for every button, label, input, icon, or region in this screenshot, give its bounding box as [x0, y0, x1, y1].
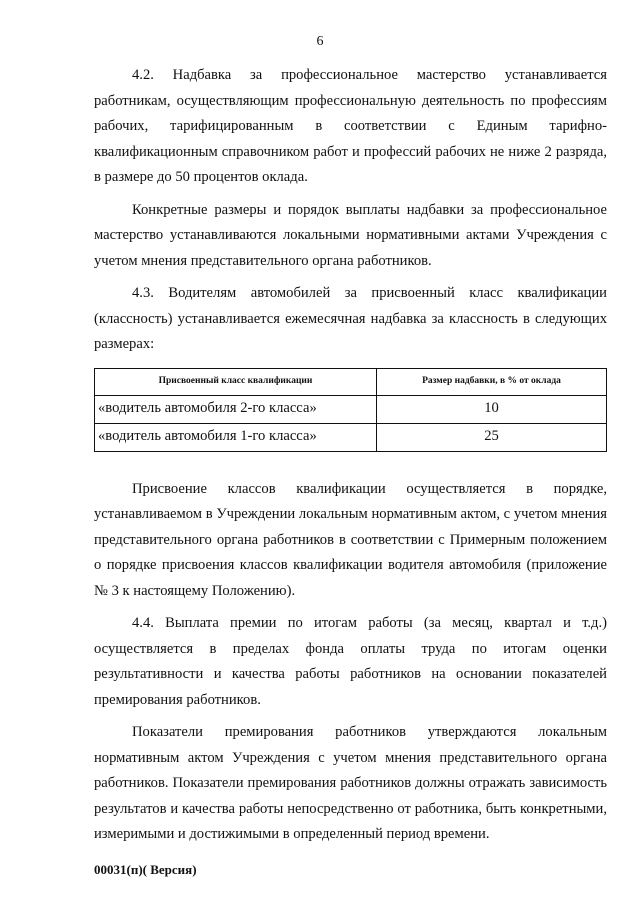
paragraph-4-2: 4.2. Надбавка за профессиональное мастерство устанавливается работникам, осуществляющим профессиональную деятельность по профессиям рабочих, тарифицированным в соответствии с Единым тарифно-квалификационным справочником работ и профессий рабочих не ниже 2 разряда, в размере до 50 процентов оклада.: [94, 67, 607, 185]
page-number: 6: [316, 34, 324, 49]
paragraph-mastery-details: Конкретные размеры и порядок выплаты надбавки за профессиональное мастерство устанавливаются локальными нормативными актами Учреждения с учетом мнения представительного органа работников.: [94, 201, 607, 269]
table-cell-bonus: 25: [377, 423, 607, 451]
table-header-grade: Присвоенный класс квалификации: [95, 368, 377, 395]
table-cell-grade: «водитель автомобиля 2-го класса»: [95, 395, 377, 423]
table-row: [95, 395, 607, 423]
paragraph-grade-assignment: Присвоение классов квалификации осуществляется в порядке, устанавливаемом в Учреждении локальным нормативным актом, с учетом мнения представительного органа работников в соответствии с Примерным положением о порядке присвоения классов квалификации водителя автомобиля (приложение № 3 к настоящему Положению).: [94, 480, 607, 599]
table-cell-bonus: 10: [377, 395, 607, 423]
table-cell-grade: «водитель автомобиля 1-го класса»: [95, 423, 377, 451]
qualification-grade-table: [94, 368, 607, 452]
table-header-row: [95, 368, 607, 395]
table-header-bonus: Размер надбавки, в % от оклада: [377, 368, 607, 395]
paragraph-4-3: 4.3. Водителям автомобилей за присвоенный класс квалификации (классность) устанавливается ежемесячная надбавка за классность в следующих размерах:: [94, 285, 607, 352]
paragraph-4-4: 4.4. Выплата премии по итогам работы (за месяц, квартал и т.д.) осуществляется в пределах фонда оплаты труда по итогам оценки результативности и качества работы работников на основании показателей премирования работников.: [94, 615, 607, 708]
paragraph-bonus-indicators: Показатели премирования работников утверждаются локальным нормативным актом Учреждения с учетом мнения представительного органа работников. Показатели премирования работников должны отражать зависимость результатов и качества работы непосредственно от работника, быть конкретными, измеримыми и достижимыми в определенный период времени.: [94, 724, 607, 842]
document-body: [94, 63, 607, 855]
table-row: [95, 423, 607, 451]
document-footer: 00031(п)( Версия): [94, 862, 197, 877]
